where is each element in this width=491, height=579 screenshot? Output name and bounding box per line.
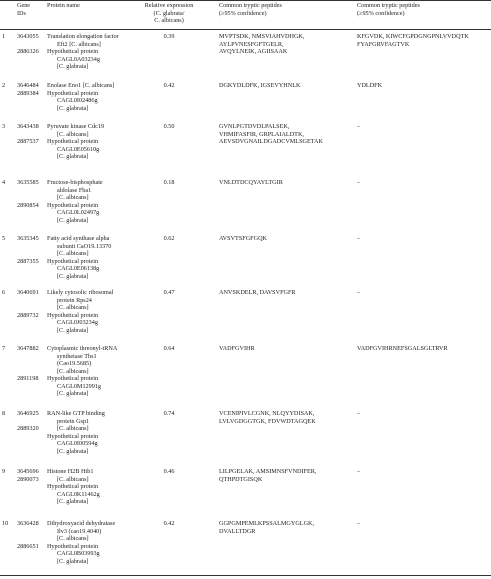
common-peptides-1-line: GVNLPGTDVDLPALSEK, [219,123,290,130]
common-peptides-1-line: AVQYLNEIK, AGIISAAK [219,48,288,56]
protein-name-line: Fatty acid synthase alpha [47,235,110,242]
protein-name-line: Hypothetical protein [47,257,99,265]
protein-name [47,82,134,112]
header-relexp-line3: C. albicans) [154,17,184,25]
common-peptides-1 [219,179,355,187]
header-relative-expression [138,2,200,25]
protein-name-line: Hypothetical protein [47,48,99,56]
row-number: 4 [2,179,6,186]
protein-name [47,520,134,565]
header-peptides1-line2: (≥95% confidence) [219,9,267,17]
common-peptides-1-line: DGKYDLDFK, IGSEVYHNLK [219,82,301,89]
protein-name-line: [C. glabrata] [57,447,89,455]
protein-name-line: Hypothetical protein [47,138,99,146]
protein-name-line: CAGL0J03234g [57,319,98,327]
protein-name-line: CAGL0E06138g [57,265,100,273]
protein-name [47,289,134,334]
common-peptides-2-line: – [357,123,361,130]
protein-name-line: [C. glabrata] [57,390,89,398]
protein-name-line: CAGL0L02497g [57,209,100,217]
relative-expression-value: 0.47 [163,289,175,296]
common-peptides-1-line: VADFGVIHR [219,345,255,352]
header-peptides2-line1: Common tryptic peptides [357,2,420,9]
common-peptides-2-line: – [357,289,361,296]
protein-name-line: [C. glabrata] [57,63,89,71]
protein-name-line: CAGL0K11462g [57,490,100,498]
gene-id-albicans: 3646484 [17,82,39,89]
relative-expression-value: 0.42 [163,520,175,527]
protein-name [47,123,134,161]
protein-name-line: CAGL0I00594g [57,440,98,448]
protein-name-line: synthetase Ths1 [57,352,97,360]
protein-name-line: CAGL0E05610g [57,145,100,153]
common-peptides-1-line: LILPGELAK, AMSIMNSFVNDIFER, [219,468,317,475]
protein-name-line: Hypothetical protein [47,432,99,440]
common-peptides-2-line: – [357,235,361,242]
common-peptides-1 [219,410,355,425]
protein-name-line: CAGL0M12991g [57,382,102,390]
common-peptides-2 [357,468,491,476]
protein-name-line: Hypothetical protein [47,201,99,209]
header-common-peptides-1 [219,2,349,17]
row-number: 3 [2,123,6,130]
protein-name-line: Hypothetical protein [47,375,99,383]
protein-name-line: CAGL0I02486g [57,97,98,105]
relative-expression-value: 0.46 [163,468,175,475]
protein-name-line: [C. glabrata] [57,498,89,506]
common-peptides-2 [357,179,491,187]
protein-name-line: Hypothetical protein [47,89,99,97]
common-peptides-1 [219,33,355,56]
header-gene-ids-line1: Gene [17,2,31,9]
header-gene-ids-line2: IDs [17,9,26,17]
common-peptides-1-line: GGPGMPEMLKPSSALMGYGLGK, [219,520,315,527]
protein-name-line: [C. albicans] [57,535,89,543]
protein-name-line: Cytoplasmic threonyl-tRNA [47,345,118,352]
common-peptides-1 [219,345,355,353]
common-peptides-1 [219,235,355,243]
protein-name-line: [C. glabrata] [57,272,89,280]
protein-name-line: [C. albicans] [57,130,89,138]
header-rule [0,29,491,30]
protein-name-line: [C. glabrata] [57,104,89,112]
gene-id-glabrata: 2886651 [17,542,39,550]
protein-name-line: Hypothetical protein [47,542,99,550]
common-peptides-1-line: AVSVTSFGFGQK [219,235,268,242]
protein-name-line: Enolase Eno1 [C. albicans] [47,82,115,89]
common-peptides-2 [357,520,491,528]
protein-name-line: Dihydroxyacid dehydratase [47,520,116,527]
protein-name [47,410,134,455]
common-peptides-1-line: VHMIFASFIR, GRPLAIALDTK, [219,130,304,138]
protein-name-line: Translation elongation factor [47,33,119,40]
protein-name-line: Histone H2B Htb1 [47,468,94,475]
protein-name-line: Eft2 [C. albicans] [57,40,101,48]
common-peptides-2-line: – [357,410,361,417]
common-peptides-1-line: AYLPVNESFGFTGELR, [219,40,284,48]
protein-name-line: [C. albicans] [57,475,89,483]
common-peptides-1 [219,289,355,297]
gene-id-glabrata: 2889320 [17,425,39,433]
common-peptides-2 [357,345,491,353]
protein-name-line: subunit CaO19.13370 [57,242,112,250]
protein-name [47,345,134,398]
gene-id-albicans: 3643055 [17,33,39,40]
common-peptides-1-line: MVPTSDK, NMSVIAHVDHGK, [219,33,305,40]
common-peptides-2 [357,82,491,90]
gene-id-glabrata: 2889384 [17,89,39,97]
header-gene-ids [17,2,45,17]
protein-name-line: [C. albicans] [57,194,89,202]
gene-id-albicans: 3643438 [17,123,39,130]
protein-name-line: Hypothetical protein [47,311,99,319]
protein-name-line: [C. albicans] [57,367,89,375]
protein-name-line: aldolase Fba1 [57,186,92,194]
row-number: 1 [2,33,6,40]
common-peptides-1-line: AEVSDVGNAILDGADCVMLSGETAK [219,138,323,146]
common-peptides-2 [357,123,491,131]
relative-expression-value: 0.39 [163,33,175,40]
protein-name [47,179,134,224]
gene-id-glabrata: 2890854 [17,201,39,209]
common-peptides-1-line: VCENIPIVLCGNK, NLQYYDISAK, [219,410,315,417]
protein-name-line: [C. albicans] [57,304,89,312]
common-peptides-2-line: YDLDFK [357,82,383,89]
row-number: 7 [2,345,6,352]
common-peptides-2-line: – [357,179,361,186]
common-peptides-2 [357,33,491,48]
protein-name-line: Likely cytosolic ribosomal [47,289,114,296]
gene-id-albicans: 3640691 [17,289,39,296]
relative-expression-value: 0.50 [163,123,175,130]
gene-id-glabrata: 2886326 [17,48,39,56]
table-header [0,2,491,28]
protein-name-line: protein Rps24 [57,296,92,304]
protein-name-line: [C. albicans] [57,425,89,433]
row-number: 9 [2,468,6,475]
common-peptides-1 [219,468,355,483]
protein-name-line: Fructose-bisphosphate [47,179,103,186]
relative-expression-value: 0.62 [163,235,175,242]
common-peptides-2-line: VADFGVIHRNEFSGALSGLTRVR [357,345,448,352]
protein-name-line: Hypothetical protein [47,483,99,491]
common-peptides-2-line: KFGVDK, KIWCFGPDGNGPNLVVDQTK [357,33,469,40]
protein-name [47,235,134,280]
protein-name-line: RAN-like GTP binding [47,410,105,417]
bottom-rule [0,575,491,576]
protein-name-line: [C. glabrata] [57,326,89,334]
common-peptides-2-line: FYAFGRVFAGTVK [357,40,410,48]
common-peptides-2-line: – [357,468,361,475]
common-peptides-2 [357,410,491,418]
common-peptides-2 [357,235,491,243]
common-peptides-1-line: VNLDTDCQYAYLTGIR [219,179,283,186]
protein-name-line: Pyruvate kinase Cdc19 [47,123,105,130]
relative-expression-value: 0.18 [163,179,175,186]
common-peptides-2-line: – [357,520,361,527]
protein-name-line: Ilv3 (cao19.4040) [57,527,102,535]
protein-name-line: [C. glabrata] [57,153,89,161]
row-number: 6 [2,289,6,296]
gene-id-glabrata: 2887355 [17,257,39,265]
gene-id-albicans: 3636428 [17,520,39,527]
relative-expression-value: 0.74 [163,410,175,417]
common-peptides-1 [219,123,355,146]
protein-name-line: (Cao19.5685) [57,360,92,368]
gene-id-albicans: 3647882 [17,345,39,352]
protein-name [47,468,134,506]
gene-id-glabrata: 2891198 [17,375,39,383]
row-number: 10 [2,520,9,527]
common-peptides-1-line: DVALLTDGR [219,527,256,535]
common-peptides-2 [357,289,491,297]
protein-name [47,33,134,71]
protein-name-line: [C. albicans] [57,250,89,258]
gene-id-glabrata: 2889732 [17,311,39,319]
header-peptides2-line2: (≥95% confidence) [357,9,405,17]
row-number: 2 [2,82,6,89]
gene-id-glabrata: 2890073 [17,475,39,483]
header-peptides1-line1: Common tryptic peptides [219,2,282,9]
gene-id-albicans: 3635345 [17,235,39,242]
common-peptides-1 [219,520,355,535]
protein-name-line: [C. glabrata] [57,216,89,224]
header-relexp-line2: (C. glabrata/ [153,9,185,17]
protein-name-line: protein Gsp1 [57,417,90,425]
header-protein-name-text: Protein name [47,2,80,9]
header-protein-name [47,2,132,10]
header-common-peptides-2 [357,2,491,17]
common-peptides-1-line: QTHPDTGISQK [219,475,263,483]
row-number: 8 [2,410,6,417]
gene-id-albicans: 3645696 [17,468,39,475]
common-peptides-1 [219,82,355,90]
row-number: 5 [2,235,6,242]
gene-id-albicans: 3646925 [17,410,39,417]
header-relexp-line1: Relative expression [144,2,194,9]
gene-id-glabrata: 2887537 [17,138,39,146]
relative-expression-value: 0.64 [163,345,175,352]
common-peptides-1-line: ANVSKDELR, DAVSVFGFR [219,289,296,296]
common-peptides-1-line: LVLVGDGGTGK, FDVWDTAGQEK [219,417,316,425]
top-rule [0,0,491,1]
protein-name-line: CAGL0B03993g [57,550,100,558]
protein-name-line: CAGL0A03234g [57,55,100,63]
relative-expression-value: 0.42 [163,82,175,89]
protein-name-line: [C. glabrata] [57,557,89,565]
gene-id-albicans: 3635585 [17,179,39,186]
